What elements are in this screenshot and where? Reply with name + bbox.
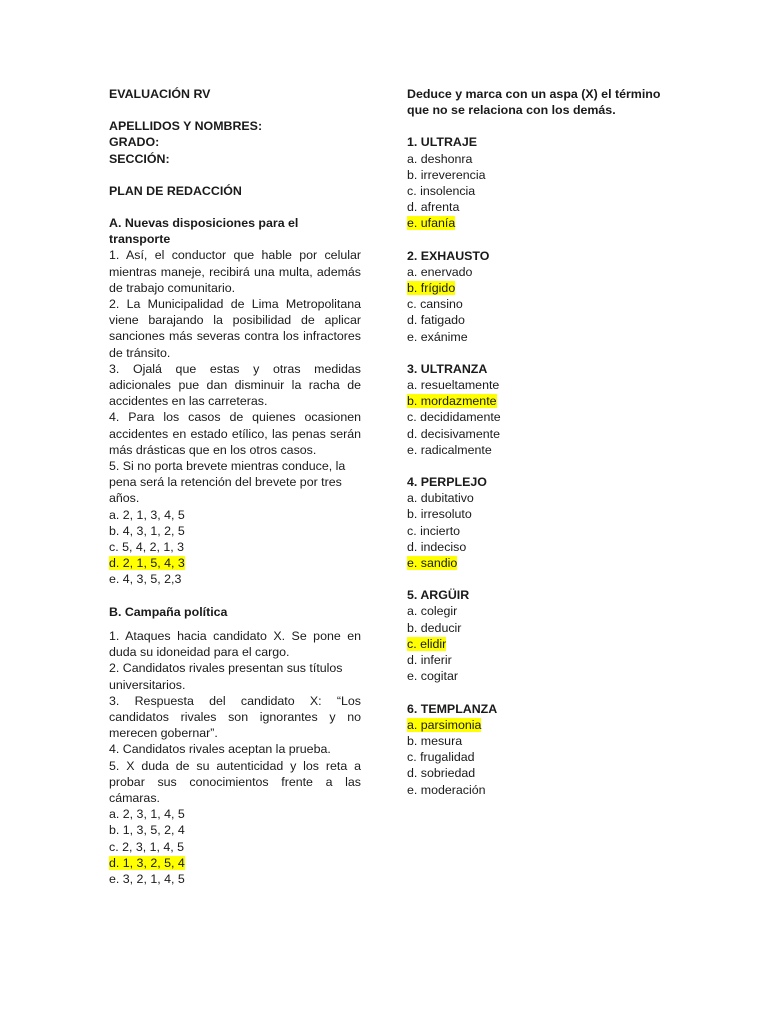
- option-text: a. dubitativo: [407, 491, 474, 506]
- option-text: b. mesura: [407, 733, 463, 748]
- option-text: d. fatigado: [407, 313, 465, 328]
- option-text: c. 5, 4, 2, 1, 3: [109, 540, 185, 555]
- question-block: [407, 248, 669, 345]
- question-list: [407, 134, 669, 797]
- option-text: c. incierto: [407, 523, 461, 538]
- option-text: e. moderación: [407, 782, 486, 797]
- section-a: [109, 215, 361, 588]
- option-text: e. exánime: [407, 329, 468, 344]
- answer-option-marked[interactable]: [407, 280, 669, 296]
- answer-option[interactable]: [407, 329, 669, 345]
- plan-heading: PLAN DE REDACCIÓN: [109, 183, 242, 198]
- answer-option-marked[interactable]: [407, 636, 669, 652]
- question-title: 4. PERPLEJO: [407, 475, 487, 490]
- answer-option[interactable]: [407, 749, 669, 765]
- highlighted-option-text: d. 1, 3, 2, 5, 4: [109, 855, 185, 870]
- option-text: b. deducir: [407, 620, 462, 635]
- answer-option[interactable]: [407, 506, 669, 522]
- highlighted-option-text: b. mordazmente: [407, 394, 497, 409]
- right-column: [407, 86, 669, 798]
- option-text: b. irresoluto: [407, 507, 472, 522]
- answer-option[interactable]: [407, 377, 669, 393]
- list-item: 3. Respuesta del candidato X: “Los candidatos rivales son ignorantes y no merecen gobernar”.: [109, 693, 361, 741]
- question-block: [407, 701, 669, 798]
- answer-option-marked[interactable]: [407, 717, 669, 733]
- list-item: 4. Candidatos rivales aceptan la prueba.: [109, 742, 331, 757]
- question-title: 2. EXHAUSTO: [407, 248, 490, 263]
- answer-option[interactable]: [407, 733, 669, 749]
- answer-option[interactable]: [109, 871, 361, 887]
- answer-option[interactable]: [407, 539, 669, 555]
- answer-option[interactable]: [109, 539, 361, 555]
- answer-option[interactable]: [407, 199, 669, 215]
- answer-option[interactable]: [407, 668, 669, 684]
- answer-option[interactable]: [109, 507, 361, 523]
- answer-option[interactable]: [407, 312, 669, 328]
- answer-option-marked[interactable]: [109, 855, 361, 871]
- answer-option-marked[interactable]: [109, 555, 361, 571]
- question-block: [407, 134, 669, 231]
- answer-option[interactable]: [407, 151, 669, 167]
- option-text: c. insolencia: [407, 184, 476, 199]
- option-text: e. 4, 3, 5, 2,3: [109, 572, 182, 587]
- instruction-line: que no se relaciona con los demás.: [407, 103, 616, 118]
- option-text: a. 2, 3, 1, 4, 5: [109, 807, 185, 822]
- answer-option[interactable]: [407, 765, 669, 781]
- option-text: d. afrenta: [407, 200, 460, 215]
- answer-option[interactable]: [407, 652, 669, 668]
- question-title: 1. ULTRAJE: [407, 135, 477, 150]
- list-item: 3. Ojalá que estas y otras medidas adicionales pue dan disminuir la racha de accidentes en las carreteras.: [109, 361, 361, 409]
- instruction-line: Deduce y marca con un aspa (X) el término: [407, 87, 661, 101]
- option-text: e. 3, 2, 1, 4, 5: [109, 871, 185, 886]
- option-text: b. irreverencia: [407, 167, 486, 182]
- left-column: [109, 86, 361, 887]
- answer-option[interactable]: [407, 409, 669, 425]
- answer-option[interactable]: [109, 571, 361, 587]
- answer-option[interactable]: [407, 490, 669, 506]
- option-text: b. 4, 3, 1, 2, 5: [109, 523, 185, 538]
- answer-option[interactable]: [109, 806, 361, 822]
- list-item: 5. Si no porta brevete mientras conduce, la pena será la retención del brevete por tres años.: [109, 459, 346, 506]
- option-text: a. resueltamente: [407, 378, 500, 393]
- answer-option[interactable]: [109, 523, 361, 539]
- list-item: 1. Ataques hacia candidato X. Se pone en duda su idoneidad para el cargo.: [109, 628, 361, 660]
- answer-option[interactable]: [109, 839, 361, 855]
- option-text: a. deshonra: [407, 151, 473, 166]
- section-b-heading: B. Campaña política: [109, 604, 228, 619]
- option-text: d. sobriedad: [407, 766, 476, 781]
- answer-option-marked[interactable]: [407, 555, 669, 571]
- option-text: a. colegir: [407, 604, 458, 619]
- option-text: b. 1, 3, 5, 2, 4: [109, 823, 185, 838]
- option-text: d. inferir: [407, 653, 452, 668]
- option-text: a. 2, 1, 3, 4, 5: [109, 507, 185, 522]
- answer-option[interactable]: [407, 442, 669, 458]
- question-block: [407, 474, 669, 571]
- answer-option-marked[interactable]: [407, 393, 669, 409]
- question-title: 5. ARGÜIR: [407, 588, 470, 603]
- highlighted-option-text: d. 2, 1, 5, 4, 3: [109, 556, 185, 571]
- section-b: [109, 604, 361, 887]
- field-grade-label: GRADO:: [109, 135, 160, 150]
- option-text: c. decididamente: [407, 410, 501, 425]
- answer-option[interactable]: [407, 183, 669, 199]
- section-a-heading: A. Nuevas disposiciones para el transporte: [109, 216, 299, 247]
- option-text: c. 2, 3, 1, 4, 5: [109, 839, 185, 854]
- answer-option[interactable]: [407, 296, 669, 312]
- list-item: 2. Candidatos rivales presentan sus títulos universitarios.: [109, 661, 343, 692]
- answer-option[interactable]: [407, 523, 669, 539]
- highlighted-option-text: e. sandio: [407, 556, 458, 571]
- field-names-label: APELLIDOS Y NOMBRES:: [109, 119, 263, 134]
- option-text: d. indeciso: [407, 539, 467, 554]
- highlighted-option-text: a. parsimonia: [407, 717, 482, 732]
- field-section-label: SECCIÓN:: [109, 151, 170, 166]
- answer-option[interactable]: [407, 167, 669, 183]
- answer-option[interactable]: [407, 782, 669, 798]
- option-text: c. frugalidad: [407, 750, 475, 765]
- option-text: c. cansino: [407, 297, 463, 312]
- answer-option[interactable]: [407, 264, 669, 280]
- option-text: e. radicalmente: [407, 442, 492, 457]
- question-title: 6. TEMPLANZA: [407, 701, 498, 716]
- list-item: 5. X duda de su autenticidad y los reta a probar sus conocimientos frente a las cámaras.: [109, 758, 361, 805]
- answer-option-marked[interactable]: [407, 215, 669, 231]
- question-title: 3. ULTRANZA: [407, 361, 488, 376]
- answer-option[interactable]: [407, 620, 669, 636]
- list-item: 1. Así, el conductor que hable por celular mientras maneje, recibirá una multa, además de trabajo comunitario.: [109, 248, 361, 295]
- question-block: [407, 361, 669, 458]
- highlighted-option-text: c. elidir: [407, 636, 447, 651]
- answer-option[interactable]: [407, 603, 669, 619]
- answer-option[interactable]: [109, 822, 361, 838]
- answer-option[interactable]: [407, 426, 669, 442]
- question-block: [407, 587, 669, 684]
- list-item: 4. Para los casos de quienes ocasionen accidentes en estado etílico, las penas serán más drásticas que en los otros casos.: [109, 410, 361, 457]
- option-text: e. cogitar: [407, 669, 458, 684]
- option-text: a. enervado: [407, 264, 473, 279]
- option-text: d. decisivamente: [407, 426, 500, 441]
- highlighted-option-text: e. ufanía: [407, 216, 456, 231]
- list-item: 2. La Municipalidad de Lima Metropolitana viene barajando la posibilidad de aplicar sanciones más severas contra los infractores de tránsito.: [109, 297, 361, 360]
- highlighted-option-text: b. frígido: [407, 281, 456, 296]
- exam-title: EVALUACIÓN RV: [109, 87, 211, 101]
